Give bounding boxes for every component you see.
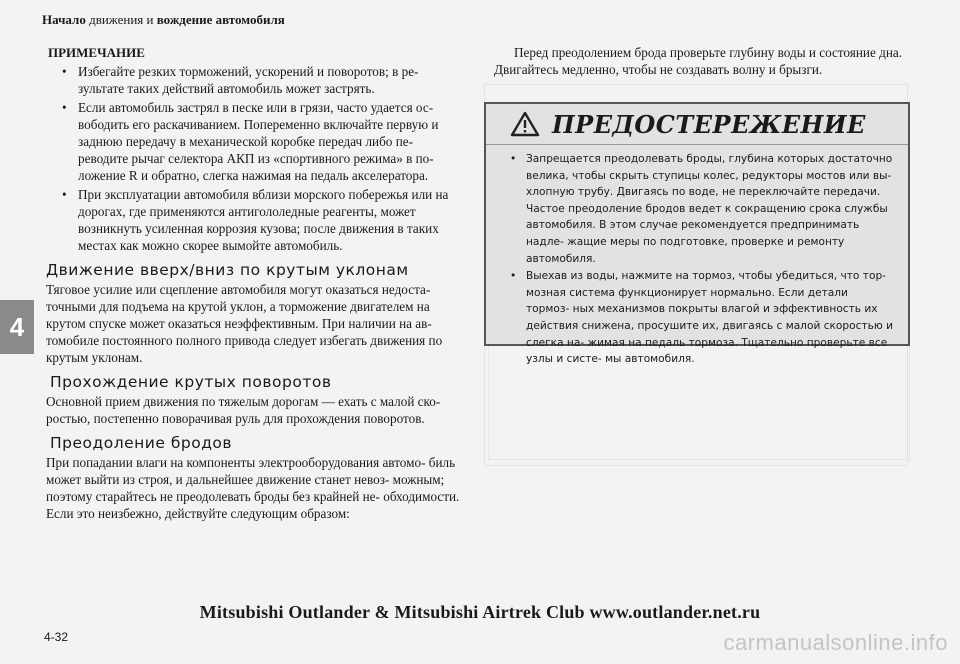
- note-item: • При эксплуатации автомобиля вблизи морского побережья или на дорогах, где применяются антигололедные реагенты, может возникнуть усиленная коррозия кузова; после движения в таких местах как можно скорее вымойте автомобиль.: [46, 186, 466, 254]
- note-title: ПРИМЕЧАНИЕ: [48, 45, 145, 60]
- header-part2: движения и: [89, 12, 154, 27]
- ford-intro-text: Перед преодолением брода проверьте глубину воды и состояние дна. Двигайтесь медленно, чтобы не создавать волну и брызги.: [494, 45, 903, 77]
- footer-club-text: Mitsubishi Outlander & Mitsubishi Airtrek Club www.outlander.net.ru: [199, 602, 761, 622]
- note-item: • Избегайте резких торможений, ускорений и поворотов; в ре- зультате таких действий автомобиль может застрять.: [46, 63, 466, 97]
- warning-box: [484, 102, 910, 366]
- header-part3: вождение автомобиля: [156, 12, 285, 27]
- warning-body: [486, 145, 908, 368]
- header-part1: Начало: [42, 12, 86, 27]
- section-title-slopes: Движение вверх/вниз по крутым уклонам: [46, 261, 409, 279]
- warning-triangle-icon: [510, 111, 540, 137]
- left-column: [46, 44, 466, 522]
- warning-header: [486, 104, 908, 145]
- page-number: 4-32: [44, 630, 69, 644]
- warning-list: [498, 151, 894, 368]
- note-list: [46, 63, 466, 254]
- note-item: • Если автомобиль застрял в песке или в грязи, часто удается ос- вободить его раскачиванием. Попеременно включайте первую и заднюю передачу в механической коробке передач либо пе- реводите рычаг селектора АКП из «спортивного режима» в по- ложение R и обратно, слегка нажимая на педаль акселератора.: [46, 99, 466, 184]
- section-text-fords: При попадании влаги на компоненты электрооборудования автомо- биль может выйти из строя, и дальнейшее движение станет невоз- можным; поэтому старайтесь не преодолевать броды без крайней не- обходимости. Если это неизбежно, действуйте следующим образом:: [46, 455, 460, 521]
- warning-item: • Выехав из воды, нажмите на тормоз, чтобы убедиться, что тор- мозная система функционирует нормально. Если детали тормоз- ных механизмов покрыты влагой и эффективность их действия снижена, просушите их, двигаясь с малой скоростью и слегка на- жимая на педаль тормоза. Тщательно проверьте все узлы и систе- мы автомобиля.: [498, 268, 894, 368]
- warning-item: • Запрещается преодолевать броды, глубина которых достаточно велика, чтобы скрыть ступицы колес, редукторы мостов или вы- хлопную трубу. Двигаясь по воде, не переключайте передачи. Частое преодоление бродов ведет к сокращению срока службы автомобиля. В этом случае рекомендуется предпринимать надле- жащие меры по подготовке, проверке и ремонту автомобиля.: [498, 151, 894, 267]
- section-title-turns: Прохождение крутых поворотов: [50, 373, 332, 391]
- section-text-turns: Основной прием движения по тяжелым дорогам — ехать с малой ско- ростью, постепенно поворачивая руль для прохождения поворотов.: [46, 394, 441, 426]
- warning-title: ПРЕДОСТЕРЕЖЕНИЕ: [552, 109, 866, 139]
- page-header: [42, 12, 285, 28]
- section-text-slopes: Тяговое усилие или сцепление автомобиля могут оказаться недоста- точными для подъема на крутой уклон, а торможение двигателем на крутом спуске может оказаться неэффективным. При наличии на ав- томобиле постоянного полного привода следует избегать движения по крутым уклонам.: [46, 282, 443, 365]
- watermark: carmanualsonline.info: [723, 630, 948, 655]
- section-title-fords: Преодоление бродов: [50, 434, 233, 452]
- right-intro: [494, 44, 924, 78]
- chapter-tab: 4: [0, 300, 34, 354]
